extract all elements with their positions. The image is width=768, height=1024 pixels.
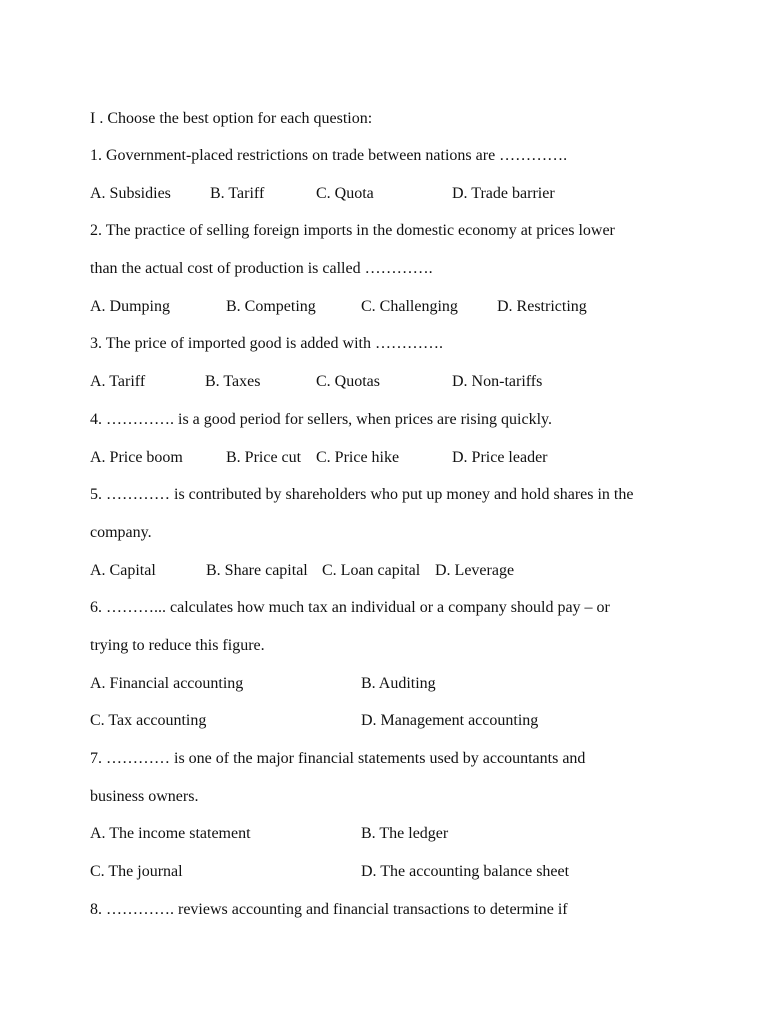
question-5-option-b: B. Share capital [206,562,308,579]
question-3-stem: 3. The price of imported good is added with …………. [90,335,443,352]
question-1-stem: 1. Government-placed restrictions on trade between nations are …………. [90,147,568,164]
question-7-option-a: A. The income statement [90,825,251,842]
question-5-option-c: C. Loan capital [322,562,421,579]
question-3-option-b: B. Taxes [205,373,261,390]
instruction-heading: I . Choose the best option for each question: [90,110,373,127]
question-4-option-c: C. Price hike [316,449,400,466]
question-7-stem-line-2: business owners. [90,788,199,805]
question-1-option-c: C. Quota [316,185,374,202]
question-2-option-d: D. Restricting [497,298,587,315]
question-8-stem: 8. …………. reviews accounting and financial transactions to determine if [90,901,568,918]
question-4-option-d: D. Price leader [452,449,548,466]
question-2-stem-line-2: than the actual cost of production is called …………. [90,260,433,277]
question-7-option-d: D. The accounting balance sheet [361,863,570,880]
question-6-option-b: B. Auditing [361,675,436,692]
question-6-stem-line-2: trying to reduce this figure. [90,637,265,654]
question-3-option-a: A. Tariff [90,373,146,390]
question-6-option-a: A. Financial accounting [90,675,244,692]
question-2-option-a: A. Dumping [90,298,170,315]
question-6-stem-line-1: 6. ………... calculates how much tax an individual or a company should pay – or [90,599,610,616]
question-2-option-b: B. Competing [226,298,316,315]
question-4-option-b: B. Price cut [226,449,302,466]
question-5-stem-line-1: 5. ………… is contributed by shareholders who put up money and hold shares in the [90,486,634,503]
question-5-option-a: A. Capital [90,562,156,579]
question-4-stem: 4. …………. is a good period for sellers, when prices are rising quickly. [90,411,552,428]
question-7-stem-line-1: 7. ………… is one of the major financial statements used by accountants and [90,750,586,767]
question-7-option-c: C. The journal [90,863,183,880]
question-4-option-a: A. Price boom [90,449,183,466]
question-6-option-d: D. Management accounting [361,712,539,729]
question-1-option-a: A. Subsidies [90,185,171,202]
question-3-option-c: C. Quotas [316,373,380,390]
question-2-option-c: C. Challenging [361,298,458,315]
question-1-option-b: B. Tariff [210,185,265,202]
question-1-option-d: D. Trade barrier [452,185,555,202]
question-3-option-d: D. Non-tariffs [452,373,543,390]
question-5-option-d: D. Leverage [435,562,515,579]
question-7-option-b: B. The ledger [361,825,449,842]
question-6-option-c: C. Tax accounting [90,712,207,729]
question-5-stem-line-2: company. [90,524,152,541]
question-2-stem-line-1: 2. The practice of selling foreign imports in the domestic economy at prices lower [90,222,615,239]
